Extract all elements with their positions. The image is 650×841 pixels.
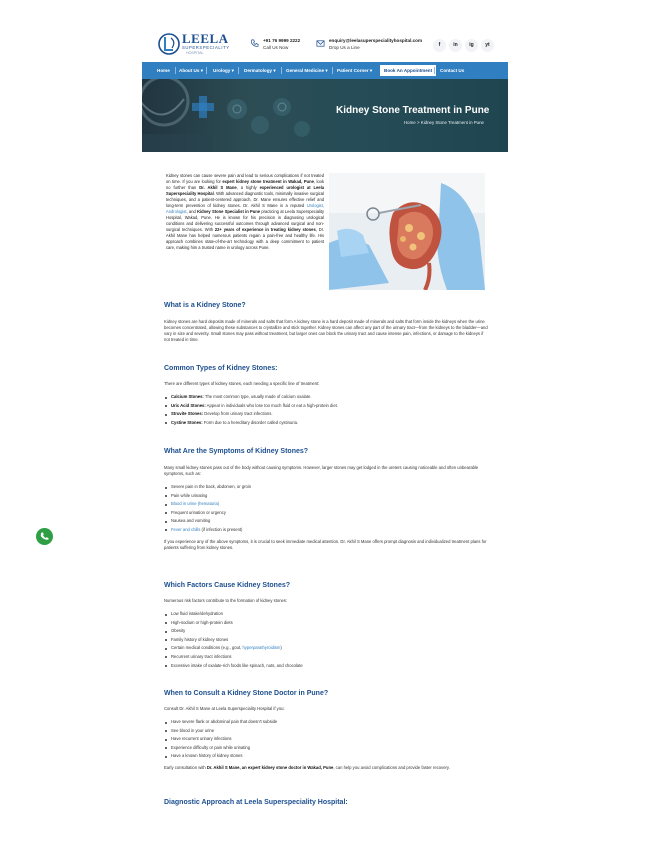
nav-contact[interactable]: Contact Us xyxy=(440,68,465,73)
linkedin-icon[interactable]: in xyxy=(449,39,462,52)
list-item: Low fluid intake/dehydration xyxy=(164,610,488,619)
list-item: High-sodium or high-protein diets xyxy=(164,619,488,628)
email-contact[interactable] xyxy=(316,38,426,54)
logo-tagline: HOSPITAL xyxy=(186,51,204,55)
list-item: Excessive intake of oxalate-rich foods like spinach, nuts, and chocolate xyxy=(164,662,488,671)
breadcrumb xyxy=(404,120,484,125)
nav-dermatology[interactable]: Dermatology ▾ xyxy=(244,68,276,73)
urologist-link[interactable]: Urologist, Andrologist xyxy=(166,203,324,214)
factors-section xyxy=(164,582,488,670)
nav-divider xyxy=(281,67,282,74)
section-intro: Consult Dr. Akhil S Mane at Leela Superspeciality Hospital if you: xyxy=(164,706,285,711)
intro-text: practicing at Leela Superspeciality Hospital, Wakad, Pune. He is known for his precision in diagnosing urological conditions and delivering successful outcomes through advanced surgical and non-surgical techniques. With xyxy=(166,209,324,232)
breadcrumb-home[interactable]: Home xyxy=(404,120,416,125)
hematuria-link[interactable]: Blood in urine (hematuria) xyxy=(171,501,220,507)
section-heading: When to Consult a Kidney Stone Doctor in Pune? xyxy=(164,690,329,697)
section-heading: Diagnostic Approach at Leela Superspeciality Hospital: xyxy=(164,799,348,806)
list-item: See blood in your urine xyxy=(164,727,488,736)
hero-banner xyxy=(142,79,508,152)
list-item: Recurrent urinary tract infections xyxy=(164,653,488,662)
intro-text: , and xyxy=(186,209,198,214)
whatsapp-icon xyxy=(36,528,53,545)
logo-mark-icon xyxy=(158,32,180,56)
nav-divider xyxy=(332,67,333,74)
intro-bold: experienced urologist at Leela Superspeciality Hospital xyxy=(166,185,324,196)
list-item xyxy=(164,402,488,411)
section-intro: There are different types of kidney stones, each needing a specific line of treatment: xyxy=(164,381,320,386)
page-title: Kidney Stone Treatment in Pune xyxy=(336,105,490,116)
section-heading: Common Types of Kidney Stones: xyxy=(164,365,278,372)
consult-section xyxy=(164,690,488,771)
intro-bold: expert kidney stone treatment in Wakad, Pune xyxy=(222,179,314,184)
list-item: Frequent urination or urgency xyxy=(164,509,488,518)
item-name: Struvite Stones: xyxy=(171,411,204,417)
nav-general-medicine[interactable]: General Medicine ▾ xyxy=(286,68,328,73)
phone-icon xyxy=(250,39,259,48)
item-text: Certain medical conditions (e.g., gout, xyxy=(171,645,243,651)
list-item: Have a known history of kidney stones xyxy=(164,752,488,761)
item-name: Cystine Stones: xyxy=(171,419,203,425)
list-item xyxy=(164,393,488,402)
whatsapp-button[interactable] xyxy=(36,528,53,545)
list-item xyxy=(164,419,488,428)
hyperparathyroidism-link[interactable]: hyperparathyroidism xyxy=(242,645,281,651)
item-note: (if infection is present) xyxy=(200,526,243,532)
mail-icon xyxy=(316,39,325,48)
factors-list xyxy=(164,610,488,670)
nav-divider xyxy=(206,67,207,74)
section-paragraph: Kidney stones are hard deposits made of minerals and salts that form A kidney stone is a hard deposit made of minerals and salts that form inside the kidneys when the urine becomes concentrated, allowing these substances to crystallize and stick together. Kidney stones can affect any part of the urinary tract—from the kidneys to the bladder—and vary in size and severity. Small stones may pass without treatment, but larger ones can block the urinary tract and cause intense pain, infections, or damage to the kidneys if not treated in time. xyxy=(164,319,488,342)
kidney-model-image xyxy=(329,173,485,290)
nav-divider xyxy=(238,67,239,74)
nav-divider xyxy=(434,67,435,74)
logo-subtitle: SUPERSPECIALITY xyxy=(182,45,230,50)
list-item: Severe pain in the back, abdomen, or groin xyxy=(164,483,488,492)
outro-text: Early consultation with xyxy=(164,764,207,770)
intro-text: , look no further than xyxy=(166,179,324,190)
types-list xyxy=(164,393,488,427)
section-outro: If you experience any of the above symptoms, it is crucial to seek immediate medical attention. Dr. Akhil S Mane offers prompt diagnosis and individualized treatment plans for patients suffering from kidney stones. xyxy=(164,538,487,550)
top-header xyxy=(0,0,650,62)
email-address: enquiry@leelasuperspecialityhospital.com xyxy=(329,38,423,43)
types-section xyxy=(164,365,488,427)
item-name: Uric Acid Stones: xyxy=(171,402,206,408)
site-logo[interactable] xyxy=(158,30,240,60)
fever-link[interactable]: Fever and chills xyxy=(171,526,201,532)
list-item: Experience difficulty or pain while urinating xyxy=(164,744,488,753)
email-label: Drop Us a Line xyxy=(329,45,360,50)
intro-bold: Dr. Akhil S Mane xyxy=(199,185,237,190)
phone-number: +91 76 9999 2222 xyxy=(263,38,301,43)
outro-text: , can help you avoid complications and provide faster recovery. xyxy=(333,764,450,770)
instagram-icon[interactable]: ig xyxy=(465,39,478,52)
item-desc: The most common type, usually made of calcium oxalate. xyxy=(203,394,312,399)
facebook-icon[interactable]: f xyxy=(433,39,446,52)
intro-text: Kidney stones can cause severe pain and lead to serious complications if not treated on time. If you are looking for xyxy=(166,173,324,184)
intro-text: , Dr. Akhil Mane has helped numerous patients regain a pain-free and healthy life. His approach combines state-of-the-art technology with a deep commitment to patient care, making him a trusted name in urology across Pune. xyxy=(166,227,324,250)
intro-paragraph xyxy=(166,173,324,251)
item-desc: Form due to a hereditary disorder called cystinuria. xyxy=(202,419,299,425)
nav-urology[interactable]: Urology ▾ xyxy=(213,68,234,73)
book-appointment-button[interactable]: Book An Appointment xyxy=(380,65,436,76)
what-is-section xyxy=(164,302,488,343)
item-desc: Develop from urinary tract infections. xyxy=(203,411,273,417)
consult-list xyxy=(164,718,488,761)
list-item xyxy=(164,644,488,653)
phone-contact[interactable] xyxy=(250,38,310,54)
list-item xyxy=(164,500,488,509)
diagnostic-section xyxy=(164,799,488,806)
item-text: ) xyxy=(280,645,282,651)
section-outro xyxy=(164,765,488,771)
item-name: Calcium Stones: xyxy=(171,394,204,399)
youtube-icon[interactable]: yt xyxy=(481,39,494,52)
symptoms-section xyxy=(164,448,488,551)
item-desc: Appear in individuals who lose too much fluid or eat a high-protein diet. xyxy=(205,402,338,408)
list-item: Have recurrent urinary infections xyxy=(164,735,488,744)
breadcrumb-separator: > xyxy=(416,120,420,125)
nav-divider xyxy=(175,67,176,74)
section-intro: Many small kidney stones pass out of the body without causing symptoms. However, larger stones may get lodged in the ureters causing noticeable and often unbearable symptoms, such as: xyxy=(164,465,479,476)
main-nav xyxy=(142,62,508,79)
list-item: Have severe flank or abdominal pain that doesn't subside xyxy=(164,718,488,727)
nav-patient-corner[interactable]: Patient Corner ▾ xyxy=(337,68,373,73)
outro-bold: Dr. Akhil S Mane, an expert kidney stone doctor in Wakad, Pune xyxy=(206,764,334,770)
intro-bold: Kidney Stone Specialist in Pune xyxy=(197,209,261,214)
section-intro: Numerous risk factors contribute to the formation of kidney stones: xyxy=(164,598,288,603)
intro-bold: 22+ years of experience in treating kidney stones xyxy=(214,227,316,232)
list-item: Family history of kidney stones xyxy=(164,636,488,645)
breadcrumb-current: Kidney Stone Treatment in Pune xyxy=(420,120,484,125)
nav-about[interactable]: About Us ▾ xyxy=(179,68,203,73)
intro-text: , a highly xyxy=(236,185,260,190)
section-heading: What is a Kidney Stone? xyxy=(164,302,246,309)
intro-text: . With advanced diagnostic tools, minimally invasive surgical techniques, and a patient-centered approach, Dr. Mane ensures effective relief and long-term prevention of kidney stones. Dr. Akhil S Mane is a reputed xyxy=(166,191,324,208)
list-item: Pain while urinating xyxy=(164,492,488,501)
list-item xyxy=(164,526,488,535)
symptoms-list xyxy=(164,483,488,535)
list-item: Obesity xyxy=(164,627,488,636)
nav-home[interactable]: Home xyxy=(157,68,170,73)
phone-label: Call Us Now xyxy=(263,45,289,50)
list-item: Nausea and vomiting xyxy=(164,517,488,526)
section-heading: What Are the Symptoms of Kidney Stones? xyxy=(164,448,309,455)
section-heading: Which Factors Cause Kidney Stones? xyxy=(164,582,291,589)
list-item xyxy=(164,410,488,419)
logo-title: LEELA xyxy=(182,31,229,46)
